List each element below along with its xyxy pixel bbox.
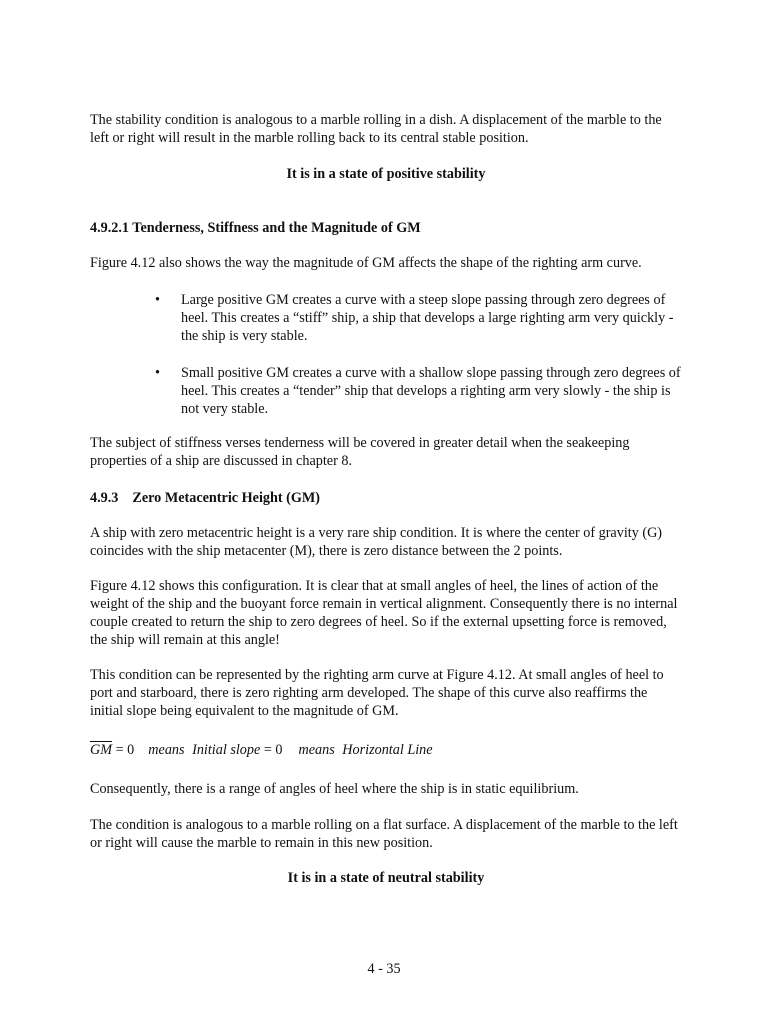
neutral-stability-statement: It is in a state of neutral stability bbox=[287, 870, 485, 886]
equation-equals-2: = 0 bbox=[260, 742, 283, 758]
bullet-icon: • bbox=[155, 365, 160, 381]
paragraph-zero-gm: A ship with zero metacentric height is a very rare ship condition. It is where the center of gravity (G) coincides with the ship metacenter (M), there is zero distance between the 2 points. bbox=[90, 525, 663, 559]
paragraph-righting-arm-curve: This condition can be represented by the righting arm curve at Figure 4.12. At small angles of heel to port and starboard, there is zero righting arm developed. The shape of this curve also reaffirms the initial slope being equivalent to the magnitude of GM. bbox=[90, 667, 664, 719]
equation-means-1: means bbox=[148, 742, 185, 758]
paragraph-figure-gm-magnitude: Figure 4.12 also shows the way the magnitude of GM affects the shape of the righting arm curve. bbox=[90, 255, 642, 271]
equation-gm-zero bbox=[90, 740, 682, 760]
section-number: 4.9.3 bbox=[90, 490, 119, 506]
section-heading-493 bbox=[90, 489, 682, 507]
equation-horizontal-line: Horizontal Line bbox=[342, 742, 433, 758]
paragraph-marble-dish: The stability condition is analogous to a marble rolling in a dish. A displacement of the marble to the left or right will result in the marble rolling back to its central stable position. bbox=[90, 112, 662, 146]
bullet-icon: • bbox=[155, 292, 160, 308]
section-title: Zero Metacentric Height (GM) bbox=[132, 490, 321, 506]
paragraph-marble-flat: The condition is analogous to a marble rolling on a flat surface. A displacement of the marble to the left or right will cause the marble to remain in this new position. bbox=[90, 817, 678, 851]
paragraph-stiffness-tenderness: The subject of stiffness verses tenderness will be covered in greater detail when the seakeeping properties of a ship are discussed in chapter 8. bbox=[90, 435, 630, 469]
bullet-text-tender: Small positive GM creates a curve with a shallow slope passing through zero degrees of heel. This creates a “tender” ship that develops a righting arm very slowly - the ship is not very stable. bbox=[181, 365, 681, 417]
bullet-text-stiff: Large positive GM creates a curve with a steep slope passing through zero degrees of heel. This creates a “stiff” ship, a ship that develops a large righting arm very quickly - the ship is very stable. bbox=[181, 292, 674, 344]
equation-gm: $\overline{GM}$ bbox=[90, 742, 113, 758]
equation-equals-1: = 0 bbox=[112, 742, 135, 758]
section-heading-4921: 4.9.2.1 Tenderness, Stiffness and the Magnitude of GM bbox=[90, 220, 421, 236]
page-number: 4 - 35 bbox=[367, 961, 401, 977]
positive-stability-statement: It is in a state of positive stability bbox=[286, 166, 486, 182]
equation-initial-slope: Initial slope bbox=[192, 742, 261, 758]
paragraph-static-equilibrium: Consequently, there is a range of angles of heel where the ship is in static equilibrium. bbox=[90, 781, 579, 797]
paragraph-configuration: Figure 4.12 shows this configuration. It is clear that at small angles of heel, the lines of action of the weight of the ship and the buoyant force remain in vertical alignment. Consequently there is no internal couple created to return the ship to zero degrees of heel. So if the external upsetting force is removed, the ship will remain at this angle! bbox=[90, 578, 678, 648]
equation-means-2: means bbox=[298, 742, 335, 758]
